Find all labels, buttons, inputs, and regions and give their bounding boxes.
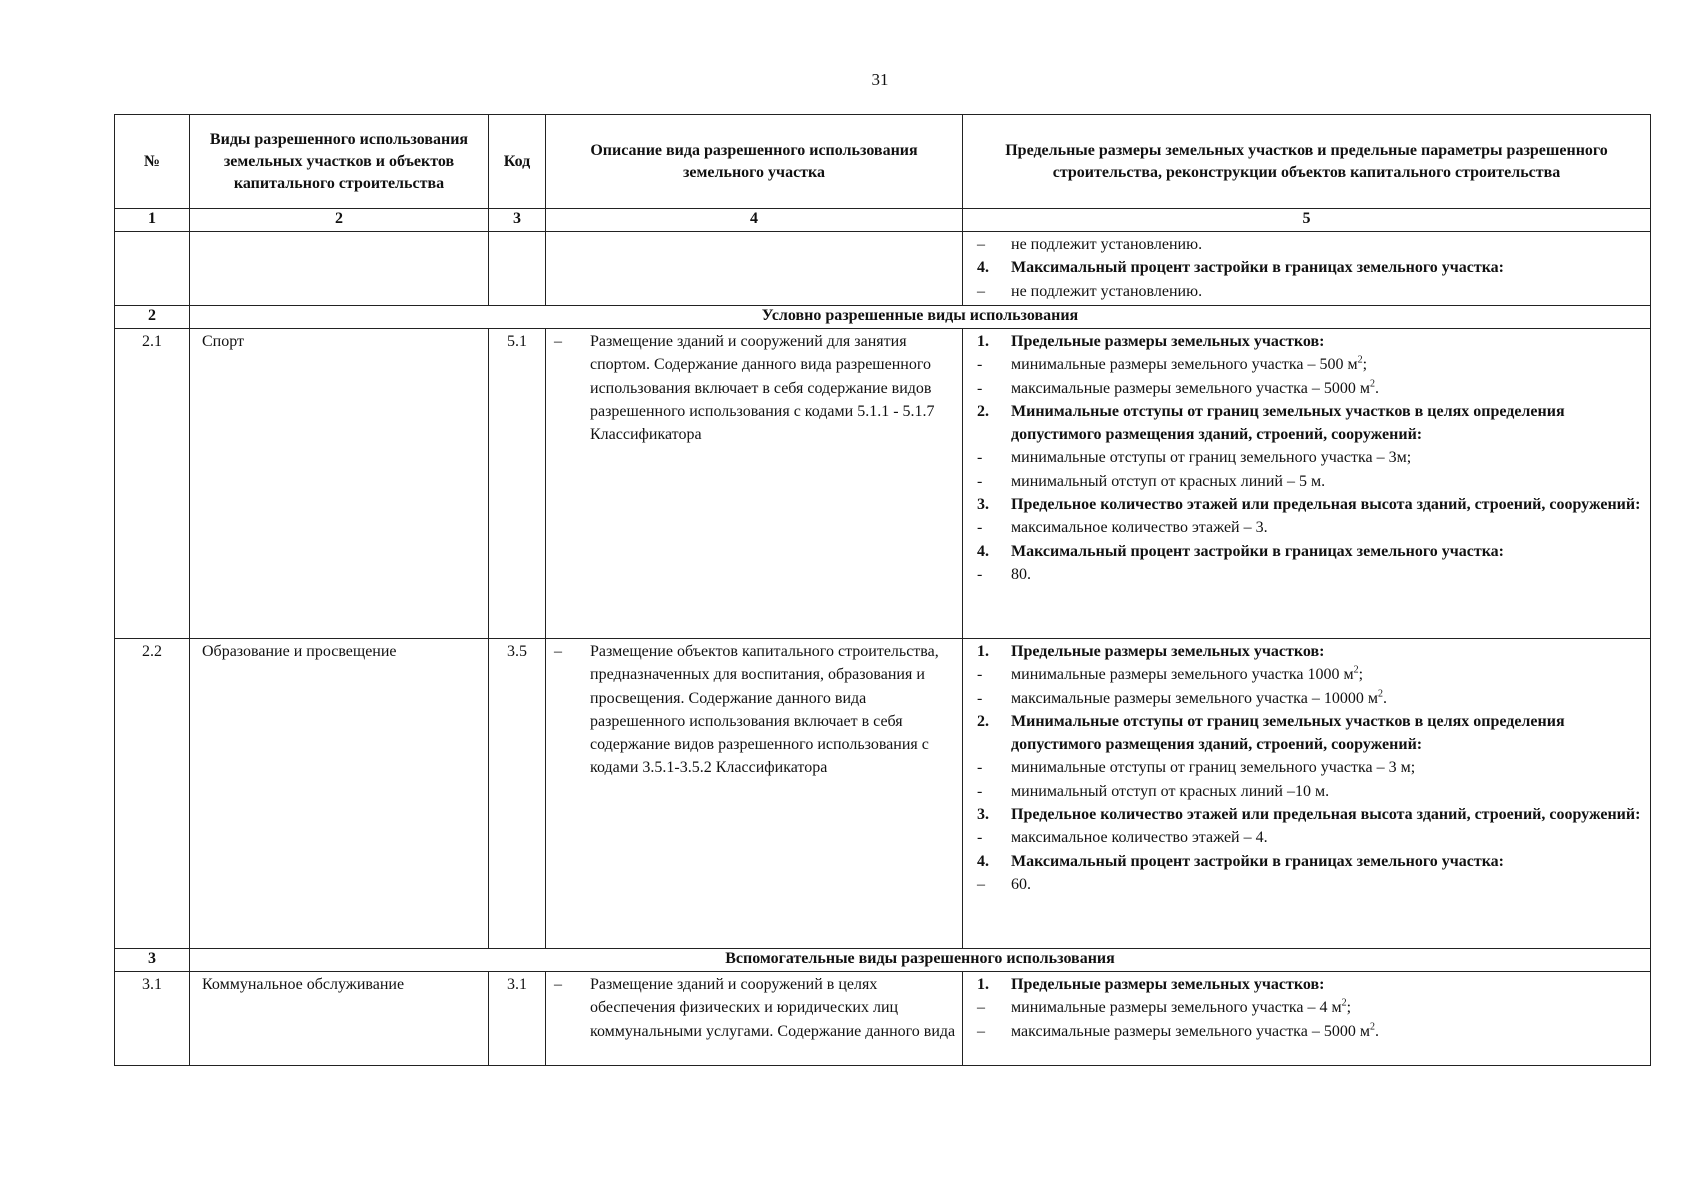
page-number: 31 <box>871 70 889 89</box>
list-marker: 3. <box>977 806 989 824</box>
list-marker: - <box>977 519 983 537</box>
section-number: 2 <box>115 306 190 329</box>
description-text: Размещение зданий и сооружений для занятия спортом. Содержание данного вида разрешенного использования включает в себя содержание видов разрешенного использования с кодами 5.1.1 - 5.1.7 Классификатора <box>590 333 935 444</box>
param-text: Предельные размеры земельных участков: <box>1011 643 1325 660</box>
param-item <box>977 563 1644 586</box>
use-kind-name: Коммунальное обслуживание <box>190 972 489 1066</box>
list-marker: - <box>977 689 983 707</box>
list-marker: – <box>977 875 985 893</box>
list-marker: - <box>977 829 983 847</box>
param-text: минимальные размеры земельного участка 1000 $м^2$; <box>1011 664 1364 684</box>
list-marker: 4. <box>977 259 989 277</box>
param-text: Минимальные отступы от границ земельных участков в целях определения допустимого размещения зданий, строений, сооружений: <box>1011 712 1565 754</box>
param-heading <box>977 256 1644 279</box>
header-num: № <box>115 115 190 209</box>
table-row <box>115 639 1651 949</box>
param-text: минимальные размеры земельного участка – 4 $м^2$; <box>1011 997 1352 1017</box>
list-marker: - <box>977 759 983 777</box>
param-item <box>977 780 1644 803</box>
param-heading <box>977 850 1644 873</box>
use-kind-description <box>546 329 963 639</box>
param-item <box>977 280 1644 303</box>
list-marker: – <box>977 999 985 1017</box>
list-marker: 3. <box>977 496 989 514</box>
param-text: не подлежит установлению. <box>1011 282 1203 300</box>
header-row <box>115 115 1651 209</box>
col-number: 5 <box>963 209 1651 232</box>
list-marker: 1. <box>977 333 989 350</box>
param-text: максимальные размеры земельного участка – 5000 $м^2$. <box>1011 1021 1379 1040</box>
row-number: 2.1 <box>115 329 190 639</box>
param-text: Максимальный процент застройки в границах земельного участка: <box>1011 852 1504 870</box>
header-code: Код <box>489 115 546 209</box>
param-heading <box>977 973 1644 996</box>
list-marker: - <box>977 782 983 800</box>
param-heading <box>977 493 1644 516</box>
use-kind-name: Спорт <box>190 329 489 639</box>
use-kind-name: Образование и просвещение <box>190 639 489 949</box>
description-text: Размещение зданий и сооружений в целях обеспечения физических и юридических лиц коммунальными услугами. Содержание данного вида <box>590 976 956 1040</box>
list-marker: 2. <box>977 712 989 730</box>
param-item <box>977 516 1644 539</box>
list-marker: 1. <box>977 976 989 993</box>
description-text: Размещение объектов капитального строительства, предназначенных для воспитания, образования и просвещения. Содержание данного вида разрешенного использования включает в себя содержание видов разрешенного использования с кодами 3.5.1-3.5.2 Классификатора <box>590 643 939 777</box>
params-cell <box>963 639 1651 949</box>
table-row <box>115 329 1651 639</box>
list-marker: 4. <box>977 852 989 870</box>
param-text: минимальные отступы от границ земельного участка – 3 м; <box>1011 759 1416 777</box>
header-kind: Виды разрешенного использования земельных участков и объектов капитального строительства <box>190 115 489 209</box>
list-marker: - <box>977 666 983 684</box>
list-marker: – <box>977 236 985 253</box>
list-marker: - <box>977 449 983 467</box>
param-text: Предельные размеры земельных участков: <box>1011 333 1325 350</box>
params-cell <box>963 329 1651 639</box>
col-number: 3 <box>489 209 546 232</box>
param-text: минимальные размеры земельного участка – 500 $м^2$; <box>1011 354 1368 374</box>
use-kind-code: 3.5 <box>489 639 546 949</box>
list-marker: - <box>977 379 983 397</box>
param-text: Минимальные отступы от границ земельных участков в целях определения допустимого размещения зданий, строений, сооружений: <box>1011 402 1565 444</box>
param-text: Предельное количество этажей или предельная высота зданий, строений, сооружений: <box>1011 496 1641 514</box>
param-text: максимальные размеры земельного участка – 5000 $м^2$. <box>1011 378 1379 397</box>
param-heading <box>977 400 1644 447</box>
param-item <box>977 377 1644 400</box>
param-text: не подлежит установлению. <box>1011 236 1203 253</box>
param-text: Максимальный процент застройки в границах земельного участка: <box>1011 259 1504 277</box>
land-use-table <box>114 114 1651 1066</box>
list-marker: – <box>977 1022 985 1040</box>
param-text: 80. <box>1011 565 1031 583</box>
param-text: Максимальный процент застройки в границах земельного участка: <box>1011 542 1504 560</box>
param-heading <box>977 540 1644 563</box>
param-item <box>977 873 1644 896</box>
section-title: Вспомогательные виды разрешенного использования <box>190 949 1651 972</box>
section-title: Условно разрешенные виды использования <box>190 306 1651 329</box>
row-number: 2.2 <box>115 639 190 949</box>
header-params: Предельные размеры земельных участков и предельные параметры разрешенного строительства, реконструкции объектов капитального строительства <box>963 115 1651 209</box>
section-row-2 <box>115 306 1651 329</box>
param-item <box>977 233 1644 256</box>
param-heading <box>977 710 1644 757</box>
param-heading <box>977 330 1644 353</box>
list-dash: – <box>554 643 562 660</box>
use-kind-description <box>546 639 963 949</box>
list-marker: 1. <box>977 643 989 660</box>
param-item <box>977 996 1644 1019</box>
col-number: 4 <box>546 209 963 232</box>
param-text: 60. <box>1011 875 1031 893</box>
param-text: максимальные размеры земельного участка – 10000 $м^2$. <box>1011 688 1387 707</box>
param-heading <box>977 640 1644 663</box>
row-number: 3.1 <box>115 972 190 1066</box>
param-item <box>977 663 1644 686</box>
param-item <box>977 470 1644 493</box>
col-number: 2 <box>190 209 489 232</box>
table-row <box>115 972 1651 1066</box>
param-text: минимальный отступ от красных линий – 5 м. <box>1011 472 1326 490</box>
list-dash: – <box>554 333 562 350</box>
param-text: максимальное количество этажей – 4. <box>1011 829 1268 847</box>
list-marker: - <box>977 472 983 490</box>
section-row-3 <box>115 949 1651 972</box>
list-marker: 4. <box>977 542 989 560</box>
list-marker: – <box>977 282 985 300</box>
params-cell <box>963 232 1651 306</box>
continued-row <box>115 232 1651 306</box>
param-text: максимальное количество этажей – 3. <box>1011 519 1268 537</box>
param-item <box>977 826 1644 849</box>
param-text: Предельные размеры земельных участков: <box>1011 976 1325 993</box>
param-item <box>977 1020 1644 1043</box>
param-text: минимальные отступы от границ земельного участка – 3м; <box>1011 449 1412 467</box>
param-text: минимальный отступ от красных линий –10 м. <box>1011 782 1330 800</box>
param-item <box>977 446 1644 469</box>
use-kind-description <box>546 972 963 1066</box>
header-desc: Описание вида разрешенного использования земельного участка <box>546 115 963 209</box>
params-cell <box>963 972 1651 1066</box>
column-number-row <box>115 209 1651 232</box>
list-marker: - <box>977 356 983 374</box>
list-dash: – <box>554 976 562 993</box>
param-heading <box>977 803 1644 826</box>
param-text: Предельное количество этажей или предельная высота зданий, строений, сооружений: <box>1011 806 1641 824</box>
param-item <box>977 687 1644 710</box>
use-kind-code: 5.1 <box>489 329 546 639</box>
param-item <box>977 756 1644 779</box>
col-number: 1 <box>115 209 190 232</box>
list-marker: - <box>977 565 983 583</box>
section-number: 3 <box>115 949 190 972</box>
list-marker: 2. <box>977 402 989 420</box>
use-kind-code: 3.1 <box>489 972 546 1066</box>
param-item <box>977 353 1644 376</box>
